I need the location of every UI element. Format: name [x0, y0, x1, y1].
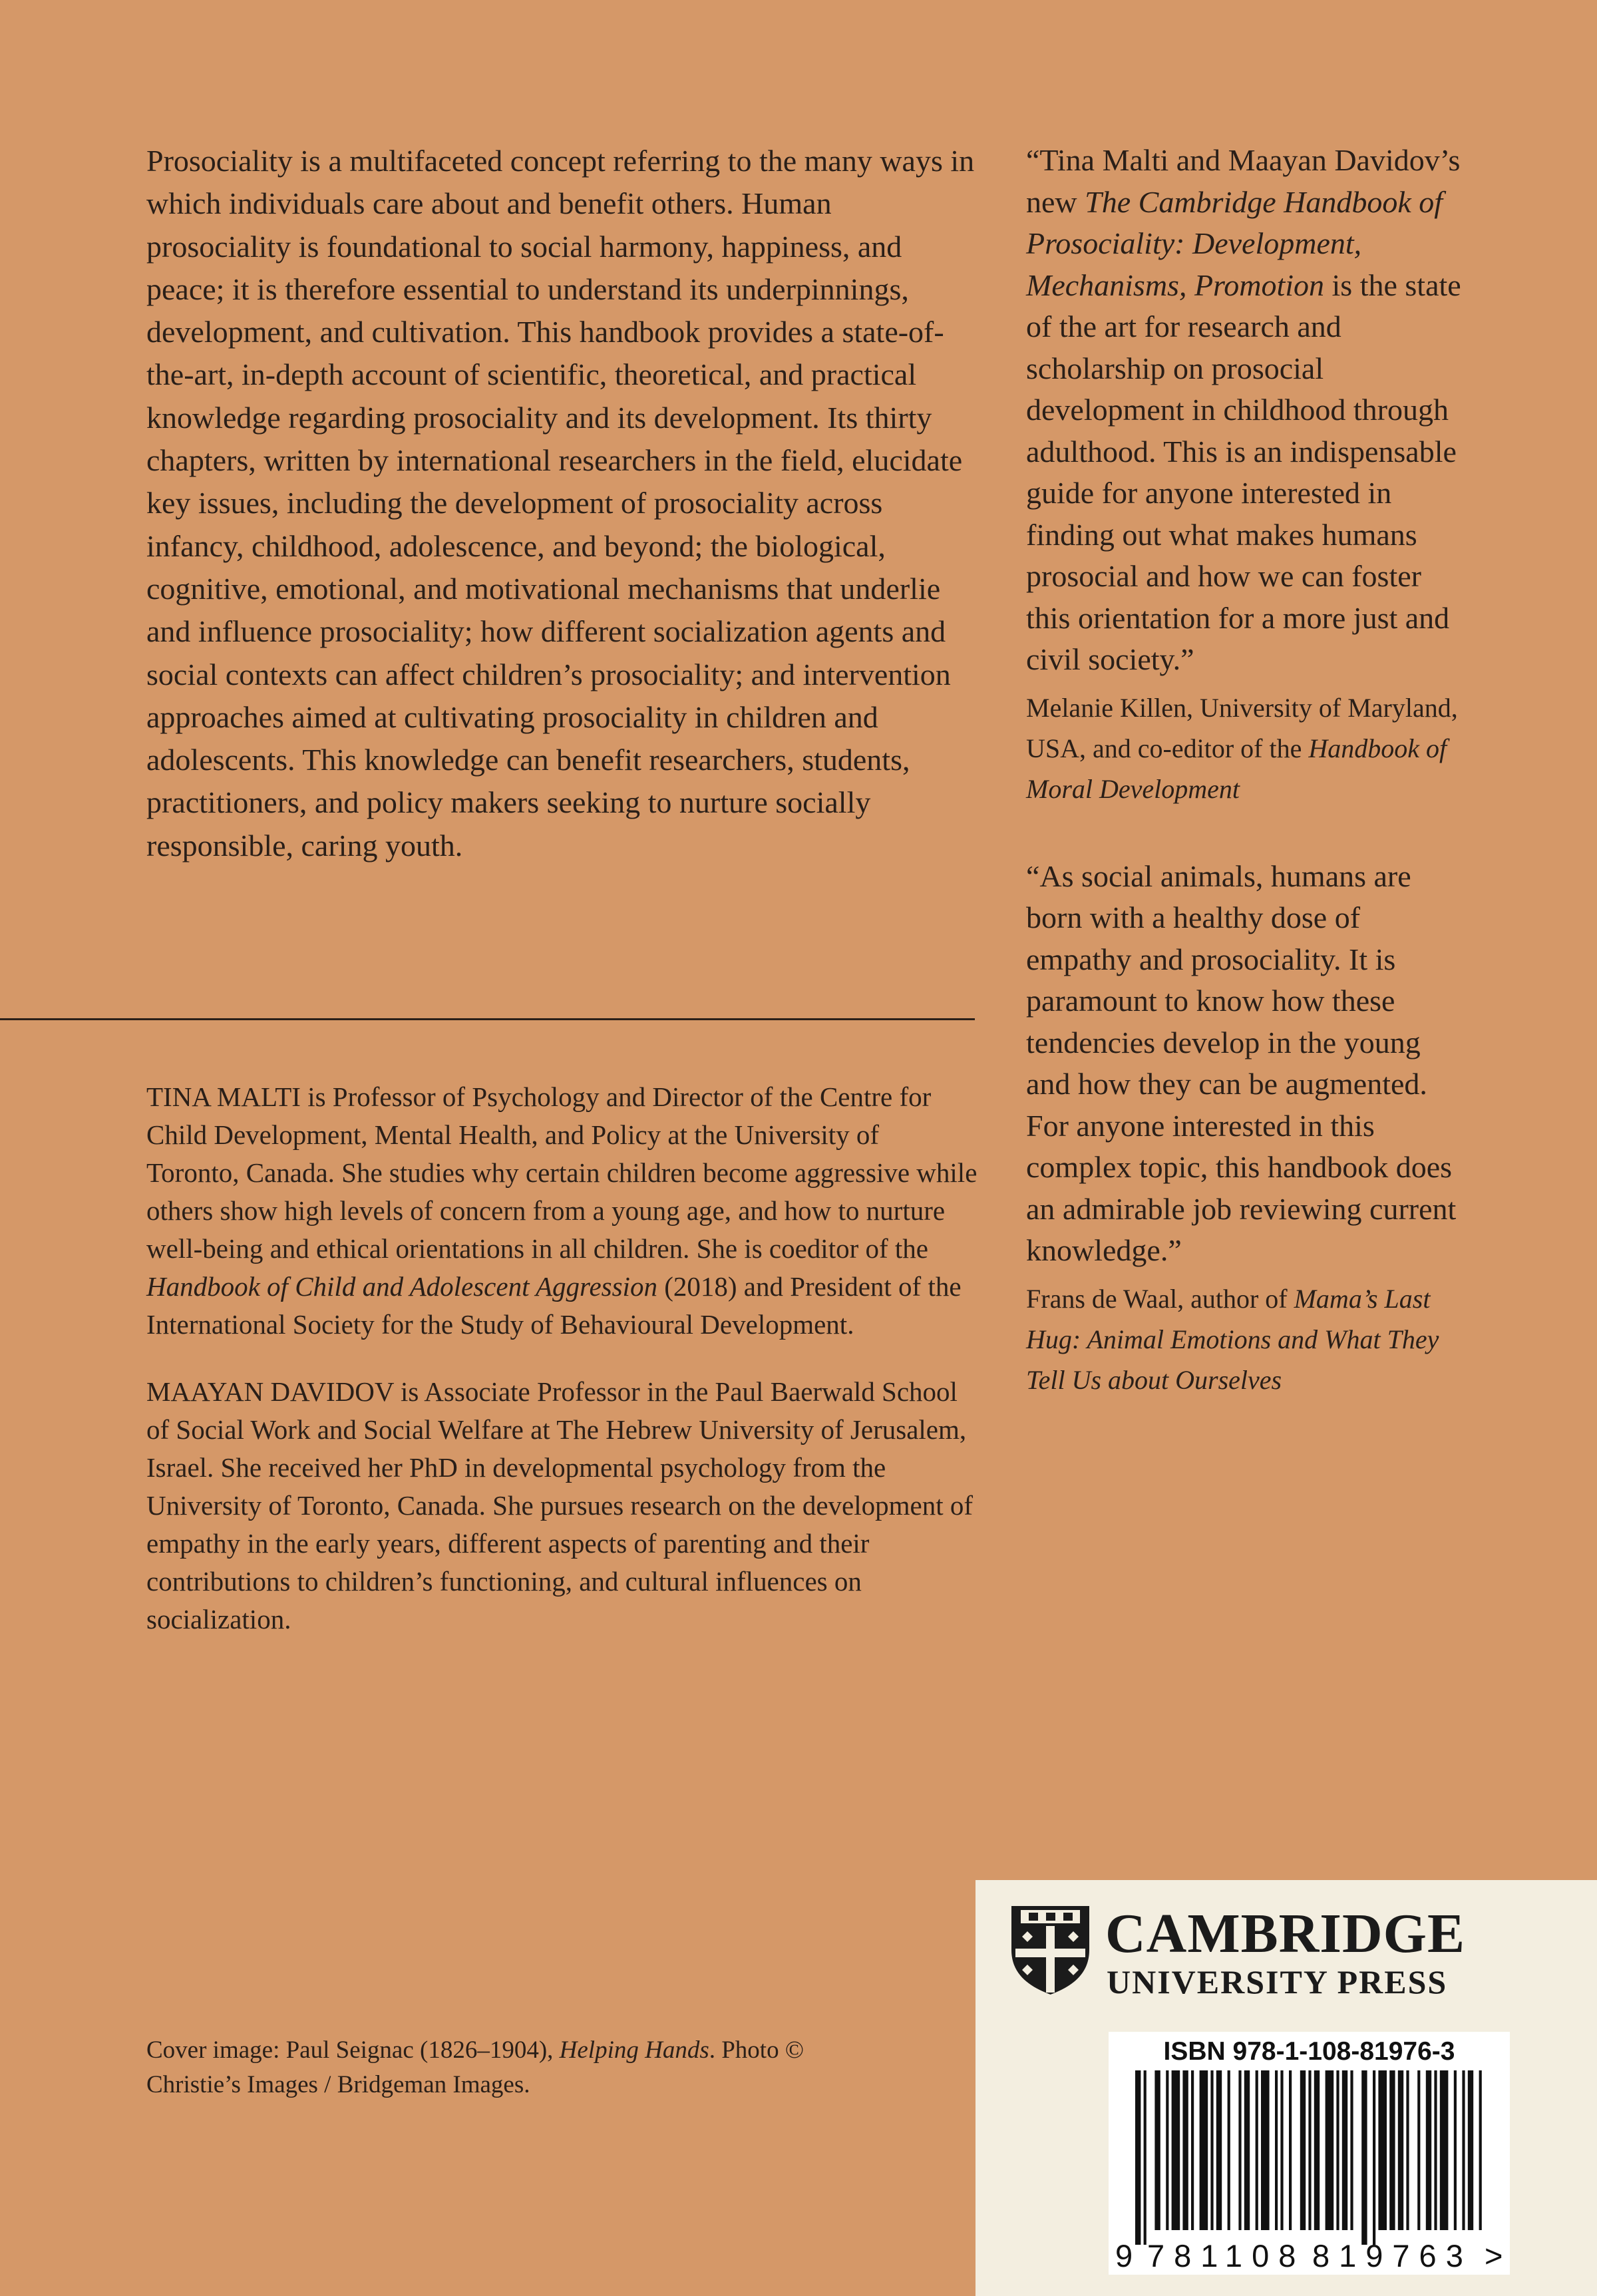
- barcode-bar: [1406, 2070, 1409, 2230]
- barcode-bar: [1373, 2070, 1375, 2245]
- attribution-book-title: Handbook of Moral Development: [1026, 733, 1447, 804]
- endorsement-attribution: [1026, 1278, 1465, 1400]
- credit-artwork-title: Helping Hands: [559, 2036, 709, 2064]
- endorsement-quote: [1026, 140, 1465, 681]
- bio-malti-text: TINA MALTI is Professor of Psychology and Director of the Centre for Child Development, Mental Health, and Policy at the University of Toronto, Canada. She studies why certain children become aggressive while others show high levels of concern from a young age, and how to nurture well-being and ethical orientations in all children. She is coeditor of the: [146, 1081, 977, 1264]
- barcode-first-digit: 9: [1115, 2238, 1133, 2273]
- barcode-digits: [1109, 2239, 1510, 2273]
- quote-text-end: is the state of the art for research and scholarship on prosocial development in childhood through adulthood. This is an indispensable guide for anyone interested in finding out what makes humans prosocial and how we can foster this orientation for a more just and civil society.”: [1026, 268, 1461, 676]
- barcode-bar: [1314, 2070, 1320, 2230]
- barcode-bar: [1261, 2070, 1270, 2230]
- barcode-bar: [1144, 2070, 1147, 2245]
- attribution-text: Melanie Killen, University of Maryland, USA, and co-editor of the: [1026, 692, 1458, 763]
- barcode-bar: [1182, 2070, 1188, 2230]
- barcode-right-digits: 819763: [1312, 2238, 1473, 2273]
- endorsement-de-waal: [1026, 856, 1465, 1400]
- barcode-bar: [1172, 2070, 1180, 2230]
- endorsement-killen: [1026, 140, 1465, 809]
- barcode-bar: [1342, 2070, 1347, 2230]
- endorsement-quote: “As social animals, humans are born with a healthy dose of empathy and prosociality. It is paramount to know how these tendencies develop in the young and how they can be augmented. For anyone interested in this complex topic, this handbook does an admirable job reviewing current knowledge.”: [1026, 859, 1457, 1267]
- barcode-bar: [1426, 2070, 1431, 2230]
- cover-image-credit: [146, 2033, 812, 2102]
- publisher-subname: UNIVERSITY PRESS: [1107, 1963, 1448, 2001]
- bio-malti-book-title: Handbook of Child and Adolescent Aggression: [146, 1271, 657, 1302]
- barcode-bar: [1154, 2070, 1160, 2230]
- barcode-bar: [1244, 2070, 1250, 2230]
- bio-malti-text-end: (2018) and President of the International Society for the Study of Behavioural Development.: [146, 1271, 962, 1340]
- barcode-bar: [1440, 2070, 1449, 2230]
- barcode-bar: [1216, 2070, 1222, 2230]
- barcode-bar: [1389, 2070, 1395, 2230]
- publisher-name: CAMBRIDGE: [1105, 1903, 1466, 1965]
- barcode-bar: [1468, 2070, 1473, 2230]
- barcode-bar: [1454, 2070, 1457, 2230]
- barcode-bar: [1300, 2070, 1306, 2230]
- section-divider: [0, 1018, 975, 1020]
- barcode-bar: [1228, 2070, 1230, 2230]
- barcode-bar: [1326, 2070, 1334, 2230]
- barcode-bar: [1462, 2070, 1465, 2230]
- barcode-bar: [1417, 2070, 1420, 2230]
- barcode-left-digits: 781108: [1147, 2238, 1306, 2273]
- isbn-barcode: [1109, 2032, 1510, 2275]
- barcode-bar: [1398, 2070, 1403, 2230]
- barcode-bar: [1350, 2070, 1353, 2230]
- book-description: Prosociality is a multifaceted concept referring to the many ways in which individuals care about and benefit others. Human prosociality is foundational to social harmony, happiness, and peace; it is therefore essential to understand its underpinnings, development, and cultivation. This handbook provides a state-of-the-art, in-depth account of scientific, theoretical, and practical knowledge regarding prosociality and its development. Its thirty chapters, written by international researchers in the field, elucidate key issues, including the development of prosociality across infancy, childhood, adolescence, and beyond; the biological, cognitive, emotional, and motivational mechanisms that underlie and influence prosociality; how different socialization agents and social contexts can affect children’s prosociality; and intervention approaches aimed at cultivating prosociality in children and adolescents. This knowledge can benefit researchers, students, practitioners, and policy makers seeking to nurture socially responsible, caring youth.: [146, 144, 975, 862]
- barcode-bar: [1434, 2070, 1437, 2230]
- publisher-panel: [976, 1880, 1597, 2296]
- bio-tina-malti: [146, 1078, 978, 1344]
- barcode-bar: [1200, 2070, 1208, 2230]
- blurb-column: [146, 140, 978, 867]
- endorsement-attribution: [1026, 687, 1465, 809]
- barcode-quiet-zone-mark: >: [1485, 2238, 1503, 2273]
- quote-book-title: The Cambridge Handbook of Prosociality: Development, Mechanisms, Promotion: [1026, 184, 1443, 302]
- barcode-bar: [1256, 2070, 1258, 2230]
- barcode-bar: [1166, 2070, 1168, 2230]
- isbn-label: ISBN 978-1-108-81976-3: [1163, 2037, 1455, 2066]
- barcode-bar: [1336, 2070, 1339, 2230]
- barcode-bar: [1275, 2070, 1278, 2230]
- barcode-bar: [1280, 2070, 1283, 2230]
- barcode-bar: [1479, 2070, 1482, 2230]
- barcode-bar: [1361, 2070, 1367, 2245]
- barcode-bar: [1289, 2070, 1292, 2230]
- endorsements-column: [1026, 140, 1465, 1400]
- bio-maayan-davidov: MAAYAN DAVIDOV is Associate Professor in the Paul Baerwald School of Social Work and Social Welfare at The Hebrew University of Jerusalem, Israel. She received her PhD in developmental psychology from the University of Toronto, Canada. She pursues research on the development of empathy in the early years, different aspects of parenting and their contributions to children’s functioning, and cultural influences on socialization.: [146, 1376, 973, 1634]
- barcode-bar: [1378, 2070, 1387, 2230]
- credit-text: Cover image: Paul Seignac (1826–1904),: [146, 2036, 560, 2064]
- editor-bios: [146, 1078, 978, 1668]
- cambridge-shield-icon: [1009, 1903, 1092, 1997]
- attribution-book-title: Mama’s Last Hug: Animal Emotions and What They Tell Us about Ourselves: [1026, 1283, 1439, 1395]
- credit-text-end: . Photo © Christie’s Images / Bridgeman Images.: [146, 2036, 804, 2098]
- attribution-text: Frans de Waal, author of: [1026, 1283, 1294, 1314]
- barcode-bar: [1308, 2070, 1311, 2230]
- barcode-bar: [1238, 2070, 1241, 2230]
- barcode-bars: [1109, 2070, 1510, 2245]
- quote-text: “Tina Malti and Maayan Davidov’s new: [1026, 143, 1461, 219]
- barcode-bar: [1210, 2070, 1213, 2230]
- barcode-bar: [1135, 2070, 1141, 2245]
- barcode-bar: [1191, 2070, 1194, 2230]
